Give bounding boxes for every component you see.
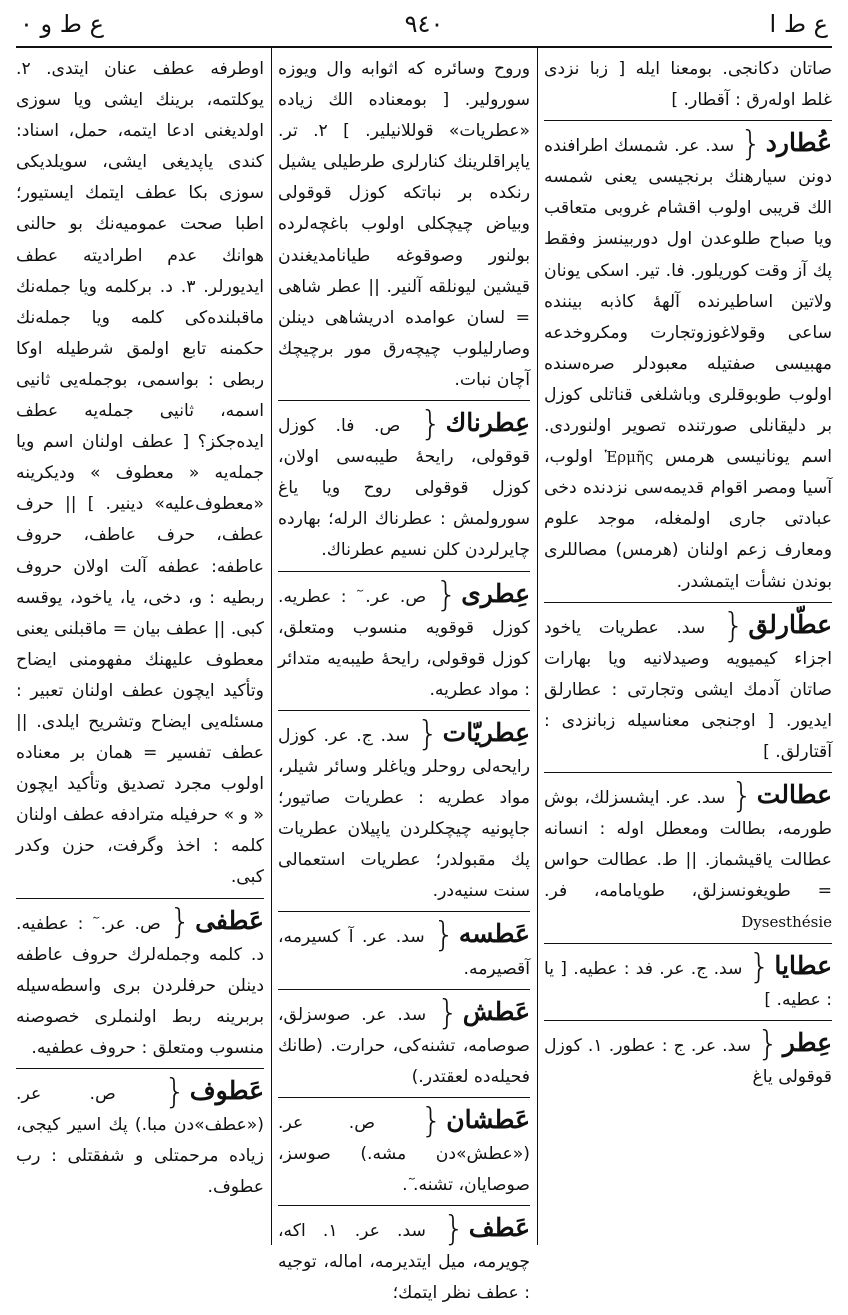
definition: سد. ج. عر. كوزل رايحه‌لى روحلر وياغلر وسائر شيلر، مواد عطريه : عطريات صاتيور؛ جاپونيه چيچكلردن ياپيلان عطريات پك مقبولدر؛ عطريات استعمالى سنت سنيه‌در. [278, 725, 530, 902]
brace-mark: { [437, 992, 459, 1033]
dictionary-entry [544, 776, 832, 938]
dictionary-entry [278, 915, 530, 984]
brace-mark: { [420, 1100, 443, 1141]
entry-divider [544, 120, 832, 121]
definition: ص. فا. كوزل قوقولى، رايحۀ طيبه‌سى اولان، كوزل قوقولى روح ويا ياغ سورولمش : عطرناك الرله؛ بهارده چايرلردن كلن نسيم عطرناك. [278, 416, 530, 561]
definition: سد. عر. ج : عطور. ۱. كوزل قوقولى ياغ [544, 1035, 832, 1087]
brace-mark: { [757, 1023, 779, 1064]
headword: عِطرى [461, 578, 530, 608]
dictionary-entry [278, 574, 530, 706]
page-number: ۹٤۰ [404, 10, 444, 38]
brace-mark: { [748, 946, 771, 987]
headword: عطّارلق [748, 609, 833, 639]
entry-divider [544, 1020, 832, 1021]
entry-divider [278, 1097, 530, 1098]
brace-mark: { [443, 1209, 465, 1250]
entry-divider [278, 1205, 530, 1206]
headword: عَطفى [195, 905, 264, 935]
headword: عَطشان [446, 1104, 530, 1134]
column-divider [271, 48, 272, 1245]
entry-divider [544, 602, 832, 603]
dictionary-entry [544, 124, 833, 597]
headword: عَطوف [189, 1076, 264, 1105]
page-header [20, 4, 828, 44]
definition: سد. عر. ايشسزلك، بوش طورمه، بطالت ومعطل اوله : انسانه عطالت ياقيشماز. || ط. عطالت حواس = طويغونسزلق، طويامامه، فر. [544, 788, 832, 902]
headword: عطالت [756, 780, 832, 810]
dictionary-entry [16, 901, 264, 1064]
continuation-text: صاتان دكانجى. بومعنا ايله [ زبا نزدى غلط اوله‌رق : آقطار. ] [544, 59, 832, 111]
dictionary-entry [278, 1100, 530, 1201]
column-right [544, 54, 832, 1245]
dictionary-entry [278, 713, 531, 908]
dictionary-entry [278, 1209, 531, 1309]
headword: عَطش [462, 996, 530, 1026]
brace-mark: { [722, 605, 745, 646]
headword: عُطارد [765, 128, 832, 158]
brace-mark: { [740, 124, 762, 165]
entry-divider [16, 1068, 264, 1069]
definition: سد. عر. صوسزلق، صوصامه، تشنه‌كى، حرارت. (طانك فحيله‌ده لعقتدر.) [278, 1004, 530, 1087]
dictionary-entry [278, 404, 531, 566]
dictionary-entry [544, 605, 833, 768]
dictionary-columns [16, 48, 833, 1304]
dictionary-entry [278, 992, 530, 1093]
headword: عِطريّات [442, 717, 531, 747]
headword: عِطرناك [445, 408, 531, 438]
definition-continued: اولوب، آسيا ومصر اقوام قديمه‌سى نزدنده دخى عبادتى جارى اولمغله، موجد علوم ومعارف زعم اولنان (هرمس) مصاللرى بوندن نشأت ايتمشدر. [544, 447, 832, 592]
entry-divider [544, 943, 832, 944]
column-middle [278, 54, 531, 1304]
dictionary-entry [16, 1072, 264, 1203]
headword: عَطسه [458, 919, 530, 949]
brace-mark: { [435, 574, 458, 615]
entry-divider [278, 710, 530, 711]
greek-term: Ἑρμῆς [604, 448, 654, 467]
definition: ص. عر. ٓ : عطفيه. د. كلمه وجمله‌لرك حروف عاطفه دينلن حرفلردن برى واسطه‌سيله بربرينه ربط اولنملرى خصوصنه منسوب ومتعلق : حروف عطفيه. [16, 913, 264, 1058]
headword: عطايا [774, 950, 832, 980]
definition: سد. عر. شمسك اطرافنده دونن سیارهنك برنجیسى يعنى شمسه الك قريبى اولوب اقشام غروبى متعاقب ويا صباح طلوعدن اول دوربينسز وفقط پك آز وقت كوريلور. فا. تير. اسكى يونان ولاتين اساطيرنده آلهۀ كاذبه بيننده ساعى وقولاغوزوتجارت ومكروخدعه مهبيسى صفتيله معبودلر صره‌سنده اولوب طوبوقلرى وباشلغى قناتلى كوزل بر دليقانلى صورتنده تصوير اولنوردى. اسم يونانيسى هرمس [544, 136, 833, 468]
entry-divider [278, 571, 530, 572]
definition: ص. عر. («عطف»دن مبا.) پك اسير كيجى، زياده مرحمتلى و شفقتلى : رب عطوف. [16, 1084, 264, 1198]
brace-mark: { [731, 776, 753, 817]
definition: ص. عر. ٓ : عطريه. كوزل قوقويه منسوب ومتعلق، كوزل قوقولى، رايحۀ طيبه‌يه متدائر : مواد عطريه. [278, 586, 530, 700]
continuation-text: وروح وسائره كه اثوابه وال ويوزه سورولير. [ بومعناده الك زياده «عطريات» قوللانيلير. ] ۲. تر. ياپراقلرينك كنارلرى طرطيلى يشيل رنكده بر نباتكه كوزل قوقولى وبياض چيچكلى اولوب باغچه‌لرده بولنور وصوقوغه طيانامديغندن قيشين ليونلقه آلنير. || عطر شاهى = لسان عوامده ادريشاهى دينلن وصارليلوب چيچه‌رق مور برچيچك آچان نبات. [278, 59, 530, 390]
column-left [16, 54, 264, 1245]
dictionary-entry [544, 1023, 832, 1093]
dictionary-entry [544, 946, 832, 1016]
brace-mark: { [433, 915, 455, 956]
french-term: Dysesthésie [741, 913, 832, 932]
definition: سد. عر. آ كسيرمه، آقصيرمه. [278, 927, 530, 979]
brace-mark: { [169, 901, 192, 942]
header-left-guide-word: ع ط و ۰ [20, 10, 104, 38]
headword: عِطر [782, 1027, 832, 1057]
brace-mark: { [419, 404, 442, 445]
entry-divider [278, 400, 530, 401]
entry-divider [278, 989, 530, 990]
entry-divider [278, 911, 530, 912]
continuation-text: اوطرفه عطف عنان ايتدى. ۲. يوكلتمه، برينك ايشى ويا سوزى اولديغنى ادعا ايتمه، حمل، اسناد: كندى ياپديغى ايشى، سويلديكى سوزى بكا عطف ايتمك ايستيور؛ اطبا صحت عموميه‌نك بو حالنى هوانك عدم اطراديته عطف ايديورلر. ۳. د. بركلمه ويا جمله‌نك ماقبلنده‌كى كلمه ويا جمله‌نك حكمنه تابع اولمق شرطيله اوكا ربطى : بواسمى، بوجمله‌يى ثانيى اسمه، ثانيى جمله‌يه عطف ايده‌جكز؟ [ عطف اولنان اسم ويا جمله‌يه « معطوف » وديكرينه «معطوف‌عليه» دينير. ] || حرف عطف، حرف عاطف، حروف عاطفه: عطفه آلت اولان حروف ربطيه : و، دخى، يا، ياخود، يوقسه كبى. || عطف بيان = ماقبلنى يعنى معطوف عليهنك مفهومنى ايضاح وتأكيد ايچون عطف اولنان تعبير : مسئله‌يى ايضاح وتشريح ايلدى. || عطف تفسير = همان بر معناده اولوب مجرد تصديق وتأكيد ايچون « و » حرفيله مترادفه عطف اولنان كلمه : اخذ وگرفت، حزن وكدر كبى. [16, 59, 264, 888]
brace-mark: { [164, 1072, 186, 1112]
header-right-guide-word: ع ط ا [769, 10, 828, 38]
entry-divider [16, 898, 264, 899]
entry-divider [544, 772, 832, 773]
headword: عَطف [468, 1213, 531, 1243]
brace-mark: { [417, 713, 439, 754]
column-divider [537, 48, 538, 1245]
definition: سد. عر. ۱. اكه، چويرمه، ميل ايتديرمه، اماله، توجيه : عطف نظر ايتمك؛ [278, 1221, 530, 1304]
definition: ص. عر. («عطش»دن مشه.) صوسز، صوصايان، تشنه. ٓ. [278, 1112, 530, 1196]
definition: سد. عطريات ياخود اجزاء كيمیويه وصيدلانيه ويا بهارات صاتان آدمك ايشى وتجارتى : عطارلق ايديور. [ اوجنجى معناسيله زبانزدى : آقتارلق. ] [544, 617, 832, 762]
definition: سد. ج. عر. فد : عطيه. [ يا : عطيه. ] [544, 958, 832, 1010]
